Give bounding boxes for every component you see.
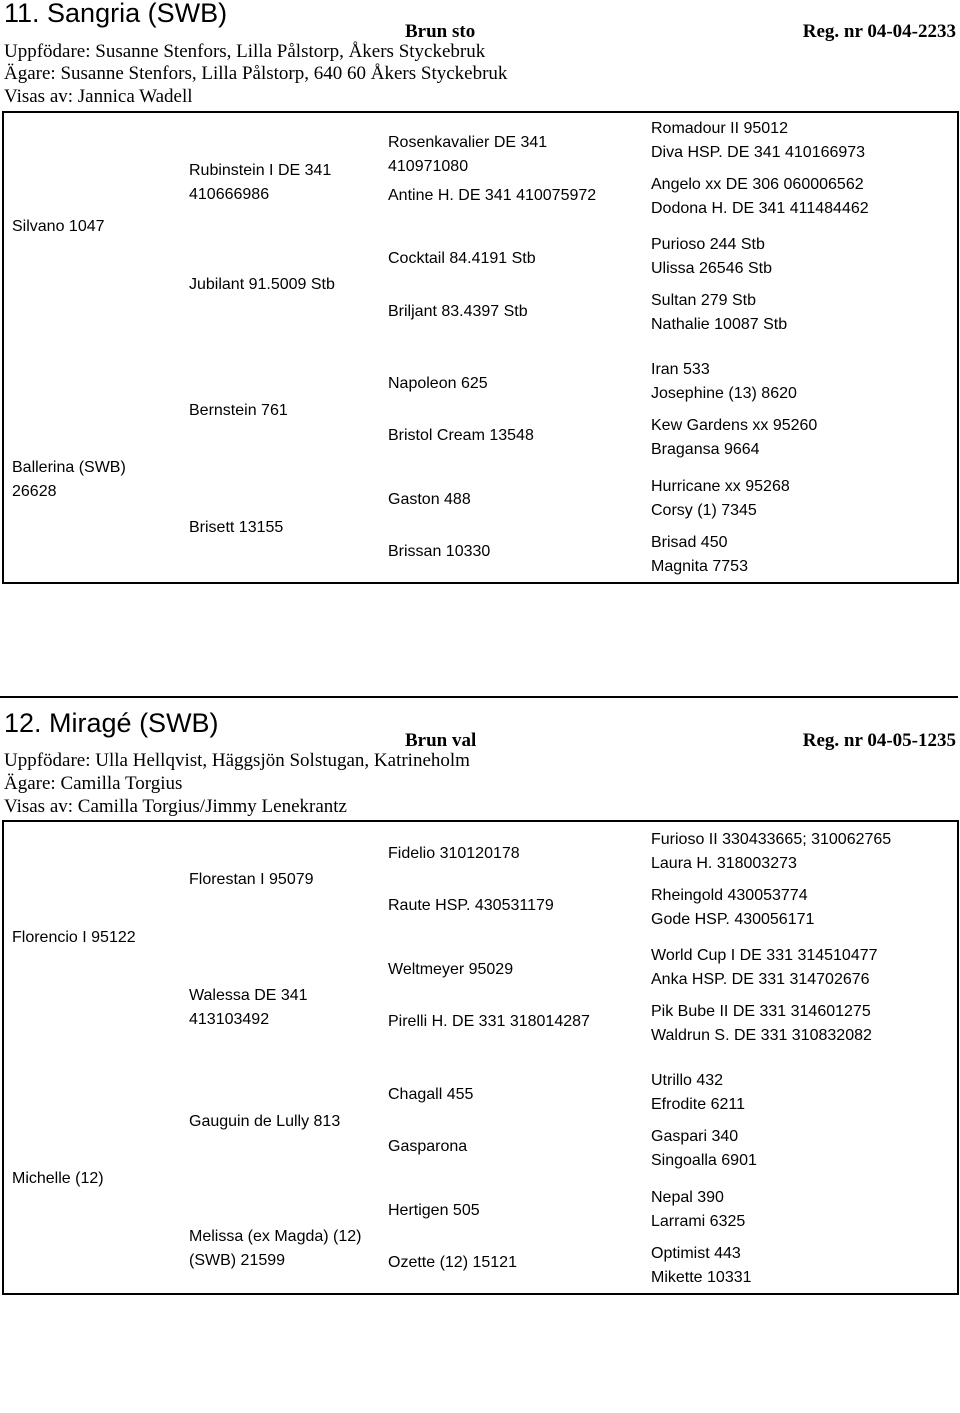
ancestor-g3: Fidelio 310120178 <box>388 845 520 862</box>
registration-number: Reg. nr 04-04-2233 <box>802 21 956 42</box>
ancestor-g3: Brissan 10330 <box>388 543 491 560</box>
pedigree-table <box>2 820 959 1295</box>
ancestor-g3: Chagall 455 <box>388 1086 474 1103</box>
ancestor-g3: Weltmeyer 95029 <box>388 961 514 978</box>
ancestor-g4: Hurricane xx 95268 Corsy (1) 7345 <box>651 478 790 519</box>
dam-sire: Bernstein 761 <box>189 402 288 419</box>
ancestor-g4: Pik Bube II DE 331 314601275 Waldrun S. DE 331 310832082 <box>651 1003 872 1044</box>
sire-sire: Florestan I 95079 <box>189 871 314 888</box>
ancestor-g3: Pirelli H. DE 331 318014287 <box>388 1013 590 1030</box>
ancestor-g4: Kew Gardens xx 95260 Bragansa 9664 <box>651 417 818 458</box>
ancestor-g4: Purioso 244 Stb Ulissa 26546 Stb <box>651 236 772 277</box>
sire-dam: Walessa DE 341 413103492 <box>189 987 308 1028</box>
sire-sire: Rubinstein I DE 341 410666986 <box>189 162 332 203</box>
ancestor-g4: Gaspari 340 Singoalla 6901 <box>651 1128 757 1169</box>
ancestor-g4: Utrillo 432 Efrodite 6211 <box>651 1072 745 1113</box>
ancestor-g3: Rosenkavalier DE 341 410971080 <box>388 134 548 175</box>
ancestor-g4: Romadour II 95012 Diva HSP. DE 341 410166973 <box>651 120 866 161</box>
owner: Ägare: Camilla Torgius <box>4 773 183 794</box>
ancestor-g4: Nepal 390 Larrami 6325 <box>651 1189 746 1230</box>
registration-number: Reg. nr 04-05-1235 <box>802 730 956 751</box>
breeder: Uppfödare: Susanne Stenfors, Lilla Pålstorp, Åkers Styckebruk <box>4 41 486 62</box>
ancestor-g3: Ozette (12) 15121 <box>388 1254 517 1271</box>
ancestor-g3: Antine H. DE 341 410075972 <box>388 187 597 204</box>
separator-line <box>0 696 958 698</box>
horse-color: Brun val <box>405 730 477 751</box>
ancestor-g3: Hertigen 505 <box>388 1202 480 1219</box>
horse-color: Brun sto <box>405 21 476 42</box>
ancestor-g3: Briljant 83.4397 Stb <box>388 303 528 320</box>
ancestor-g4: Brisad 450 Magnita 7753 <box>651 534 748 575</box>
ancestor-g4: Rheingold 430053774 Gode HSP. 430056171 <box>651 887 815 928</box>
ancestor-g4: World Cup I DE 331 314510477 Anka HSP. DE 331 314702676 <box>651 947 878 988</box>
shown-by: Visas av: Jannica Wadell <box>4 86 193 107</box>
ancestor-g4: Sultan 279 Stb Nathalie 10087 Stb <box>651 292 788 333</box>
ancestor-g3: Cocktail 84.4191 Stb <box>388 250 536 267</box>
ancestor-g3: Napoleon 625 <box>388 375 488 392</box>
ancestor-g4: Furioso II 330433665; 310062765 Laura H. 318003273 <box>651 831 892 872</box>
breeder: Uppfödare: Ulla Hellqvist, Häggsjön Solstugan, Katrineholm <box>4 750 470 771</box>
ancestor-g3: Bristol Cream 13548 <box>388 427 534 444</box>
ancestor-g4: Angelo xx DE 306 060006562 Dodona H. DE 341 411484462 <box>651 176 869 217</box>
sire: Silvano 1047 <box>12 218 105 235</box>
shown-by: Visas av: Camilla Torgius/Jimmy Lenekrantz <box>4 796 347 817</box>
dam-dam: Melissa (ex Magda) (12) (SWB) 21599 <box>189 1228 362 1269</box>
owner: Ägare: Susanne Stenfors, Lilla Pålstorp, 640 60 Åkers Styckebruk <box>4 63 508 84</box>
dam-dam: Brisett 13155 <box>189 519 284 536</box>
dam: Michelle (12) <box>12 1170 104 1187</box>
sire: Florencio I 95122 <box>12 929 136 946</box>
dam-sire: Gauguin de Lully 813 <box>189 1113 341 1130</box>
ancestor-g3: Gasparona <box>388 1138 468 1155</box>
ancestor-g3: Raute HSP. 430531179 <box>388 897 554 914</box>
ancestor-g3: Gaston 488 <box>388 491 471 508</box>
ancestor-g4: Iran 533 Josephine (13) 8620 <box>651 361 797 402</box>
dam: Ballerina (SWB) 26628 <box>12 459 126 500</box>
horse-title: 12. Miragé (SWB) <box>4 708 219 738</box>
sire-dam: Jubilant 91.5009 Stb <box>189 276 335 293</box>
ancestor-g4: Optimist 443 Mikette 10331 <box>651 1245 752 1286</box>
horse-title: 11. Sangria (SWB) <box>4 0 228 28</box>
